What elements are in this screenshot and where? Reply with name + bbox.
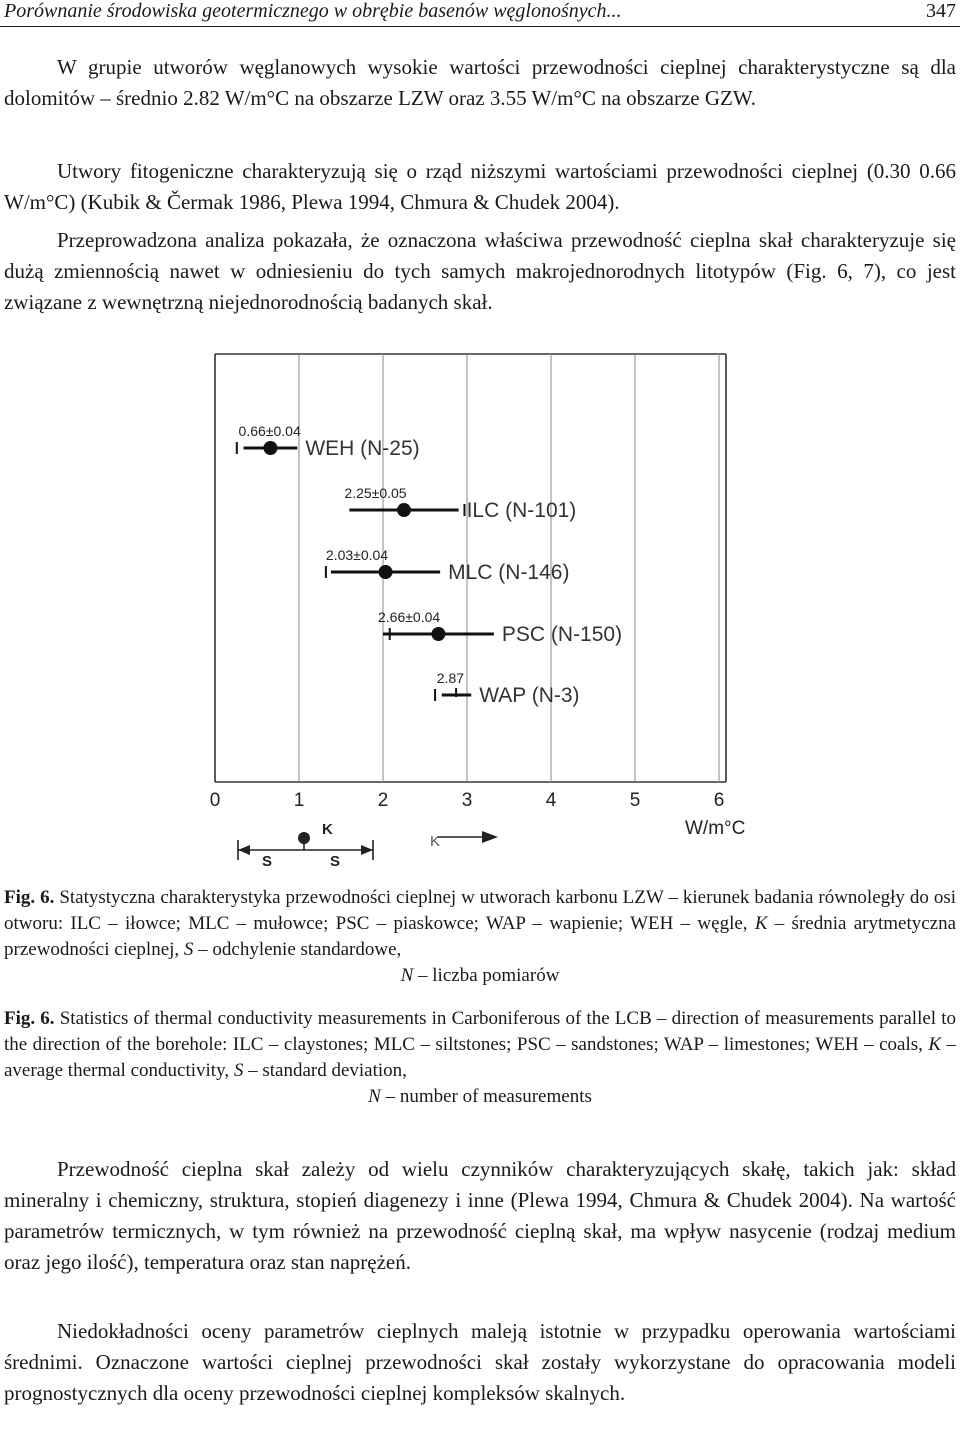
legend-k-s bbox=[238, 821, 498, 870]
figure-6-chart bbox=[180, 340, 780, 870]
caption-english-fig: Fig. 6. bbox=[4, 1008, 55, 1029]
running-title: Porównanie środowiska geotermicznego w obrębie basenów węglonośnych... bbox=[4, 0, 622, 22]
x-tick-label-6: 6 bbox=[713, 790, 725, 811]
caption-polish-s-text: – odchylenie standardowe, bbox=[198, 939, 402, 960]
caption-polish bbox=[4, 885, 956, 989]
caption-polish-n: N bbox=[400, 965, 414, 986]
paragraph-factors: Przewodność cieplna skał zależy od wielu czynników charakteryzujących skałę, takich jak: skład mineralny i chemiczny, struktura, stopień diagenezy i inne (Plewa 1994, Chmura & Chudek 2004). Na wartość parametrów termicznych, w tym również na przewodność cieplną skał, ma wpływ nasycenie (rodzaj medium oraz jego ilość), temperatura oraz stan naprężeń. bbox=[4, 1157, 956, 1274]
series-psc bbox=[378, 609, 622, 646]
series-layer bbox=[237, 423, 622, 707]
legend-k-label: K bbox=[322, 821, 333, 838]
paragraph-carbonates: W grupie utworów węglanowych wysokie wartości przewodności cieplnej charakterystyczne są dla dolomitów – średnio 2.82 W/m°C na obszarze LZW oraz 3.55 W/m°C na obszarze GZW. bbox=[4, 55, 956, 110]
caption-polish-n-line bbox=[4, 963, 956, 989]
page-number: 347 bbox=[926, 0, 956, 22]
mean-point bbox=[397, 503, 411, 517]
paragraph-analysis: Przeprowadzona analiza pokazała, że oznaczona właściwa przewodność cieplna skał charakteryzuje się dużą zmiennością nawet w odniesieniu do tych samych makrojednorodnych litotypów (Fig. 6, 7), co jest związane z wewnętrzną niejednorodnością badanych skał. bbox=[4, 228, 956, 314]
x-tick-labels bbox=[210, 790, 725, 811]
paragraph-accuracy: Niedokładności oceny parametrów cieplnych maleją istotnie w przypadku operowania wartościami średnimi. Oznaczone wartości cieplnej przewodności skał zostały wykorzystane do opracowania modeli prognostycznych dla oceny przewodności cieplnej kompleksów skalnych. bbox=[4, 1319, 956, 1405]
x-tick-label-2: 2 bbox=[377, 790, 389, 811]
mean-point bbox=[263, 441, 277, 455]
caption-polish-k-text: – średnia arytmetyczna przewodności cieplnej, bbox=[4, 913, 957, 960]
x-tick-label-4: 4 bbox=[545, 790, 557, 811]
series-name-label: WAP (N-3) bbox=[479, 684, 580, 707]
series-ilc bbox=[344, 485, 576, 522]
mean-sd-label: 2.03±0.04 bbox=[325, 547, 389, 563]
x-unit-label: W/m°C bbox=[685, 818, 746, 839]
caption-english-s-text: – standard deviation, bbox=[248, 1060, 407, 1081]
caption-english-k-text: – average thermal conductivity, bbox=[4, 1034, 956, 1081]
mean-sd-label: 2.87 bbox=[436, 670, 465, 686]
caption-english-n-text: – number of measurements bbox=[385, 1086, 592, 1107]
caption-polish-text: Statystyczna charakterystyka przewodności cieplnej w utworach karbonu LZW – kierunek badania równoległy do osi otworu: ILC – iłowce; MLC – mułowce; PSC – piaskowce; WAP – wapienie; WEH – węgle, bbox=[4, 887, 957, 934]
legend-s-right-label: S bbox=[330, 853, 341, 870]
mean-sd-label: 0.66±0.04 bbox=[238, 423, 301, 439]
caption-polish-s: S bbox=[183, 939, 194, 960]
series-name-label: PSC (N-150) bbox=[501, 623, 623, 646]
caption-english-text: Statistics of thermal conductivity measurements in Carboniferous of the LCB – direction of measurements parallel to the direction of the borehole: ILC – claystones; MLC – siltstones; PSC – sandstones; WAP – limestones; WEH – coals, bbox=[4, 1008, 957, 1055]
series-weh bbox=[237, 423, 420, 460]
x-tick-label-1: 1 bbox=[293, 790, 305, 811]
caption-english-n-line bbox=[4, 1084, 956, 1110]
x-tick-label-0: 0 bbox=[209, 790, 221, 811]
mean-point bbox=[379, 565, 393, 579]
paragraph-phytogenic: Utwory fitogeniczne charakteryzują się o rząd niższymi wartościami przewodności cieplnej (0.30 0.66 W/m°C) (Kubik & Čermak 1986, Plewa 1994, Chmura & Chudek 2004). bbox=[4, 159, 956, 214]
x-tick-label-3: 3 bbox=[461, 790, 473, 811]
caption-english bbox=[4, 1006, 956, 1110]
running-header bbox=[0, 0, 960, 27]
caption-polish-n-text: – liczba pomiarów bbox=[418, 965, 560, 986]
mean-sd-label: 2.66±0.04 bbox=[378, 609, 441, 625]
legend-k-arrow-label: K bbox=[430, 833, 441, 850]
series-name-label: WEH (N-25) bbox=[305, 437, 420, 460]
legend-s-left-label: S bbox=[262, 853, 273, 870]
series-name-label: ILC (N-101) bbox=[466, 499, 577, 522]
series-wap bbox=[435, 670, 579, 707]
caption-polish-k: K bbox=[754, 913, 768, 934]
caption-polish-fig: Fig. 6. bbox=[4, 887, 55, 908]
caption-english-s: S bbox=[233, 1060, 244, 1081]
caption-english-k: K bbox=[928, 1034, 942, 1055]
caption-english-n: N bbox=[368, 1086, 381, 1107]
series-name-label: MLC (N-146) bbox=[448, 561, 570, 584]
series-mlc bbox=[326, 547, 570, 584]
mean-sd-label: 2.25±0.05 bbox=[344, 485, 407, 501]
x-tick-label-5: 5 bbox=[629, 790, 641, 811]
mean-point bbox=[431, 627, 445, 641]
